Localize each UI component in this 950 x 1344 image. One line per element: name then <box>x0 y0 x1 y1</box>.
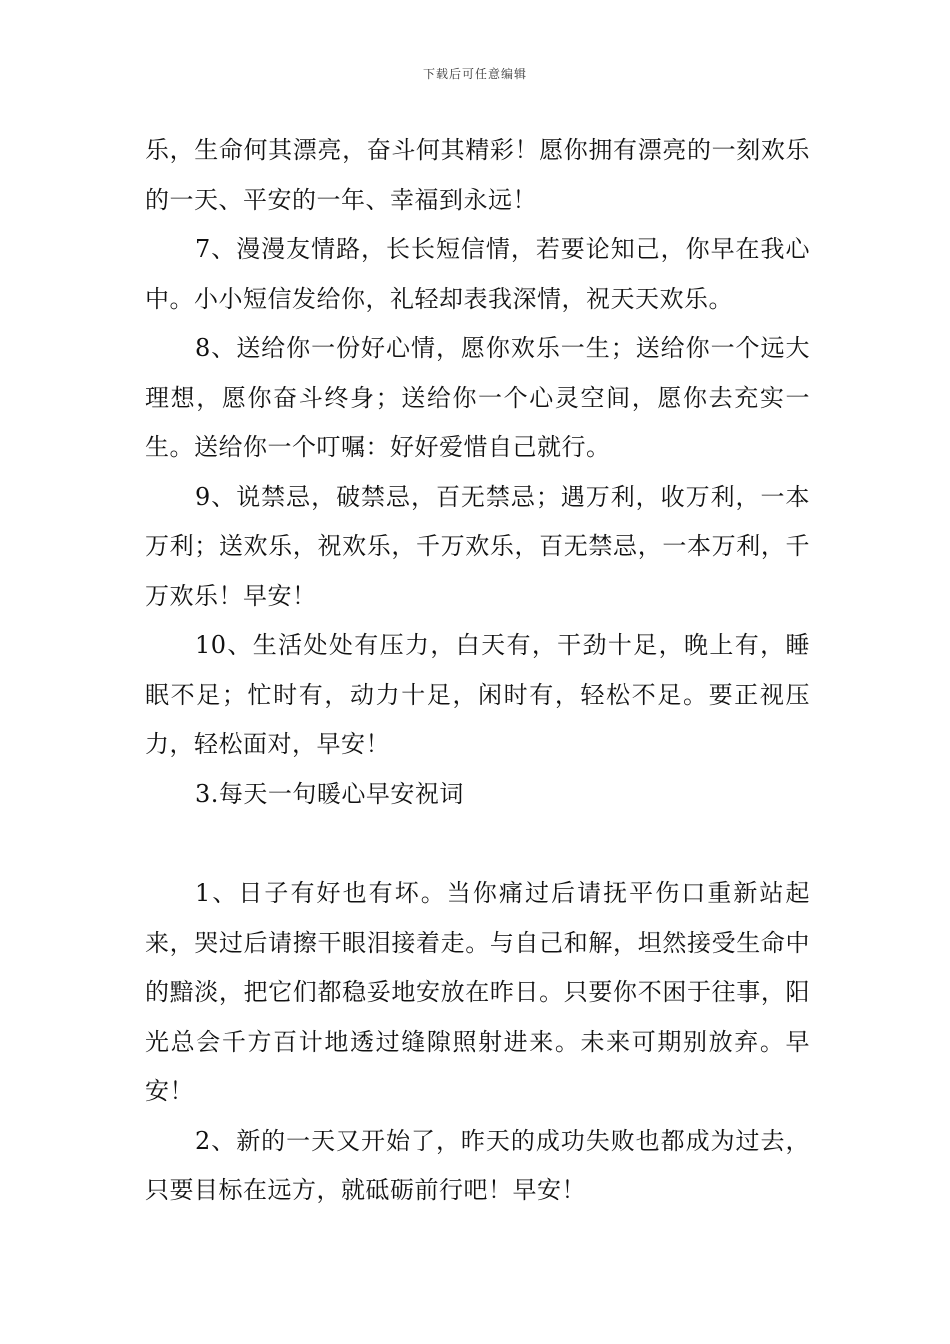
paragraph-continuation: 乐，生命何其漂亮，奋斗何其精彩！愿你拥有漂亮的一刻欢乐的一天、平安的一年、幸福到永远！ <box>145 136 810 214</box>
paragraph-item-8: 8、送给你一份好心情，愿你欢乐一生；送给你一个远大理想，愿你奋斗终身；送给你一个心灵空间，愿你去充实一生。送给你一个叮嘱：好好爱惜自己就行。 <box>145 334 810 461</box>
section-spacer <box>145 819 810 869</box>
paragraph-item-9: 9、说禁忌，破禁忌，百无禁忌；遇万利，收万利，一本万利；送欢乐，祝欢乐，千万欢乐，百无禁忌，一本万利，千万欢乐！早安！ <box>145 482 810 610</box>
page-header: 下载后可任意编辑 <box>422 67 527 81</box>
paragraph-item-1: 1、日子有好也有坏。当你痛过后请抚平伤口重新站起来，哭过后请擦干眼泪接着走。与自己和解，坦然接受生命中的黯淡，把它们都稳妥地安放在昨日。只要你不困于往事，阳光总会千方百计地透过缝隙照射进来。未来可期别放弃。早安！ <box>145 879 810 1105</box>
paragraph-item-2: 2、新的一天又开始了，昨天的成功失败也都成为过去，只要目标在远方，就砥砺前行吧！早安！ <box>145 1126 810 1204</box>
paragraph-item-10: 10、生活处处有压力，白天有，干劲十足，晚上有，睡眠不足；忙时有，动力十足，闲时有，轻松不足。要正视压力，轻松面对，早安！ <box>145 631 810 758</box>
document-body <box>145 126 810 1216</box>
section-heading: 3.每天一句暖心早安祝词 <box>195 779 464 808</box>
paragraph-item-7: 7、漫漫友情路，长长短信情，若要论知己，你早在我心中。小小短信发给你，礼轻却表我深情，祝天天欢乐。 <box>145 235 810 313</box>
